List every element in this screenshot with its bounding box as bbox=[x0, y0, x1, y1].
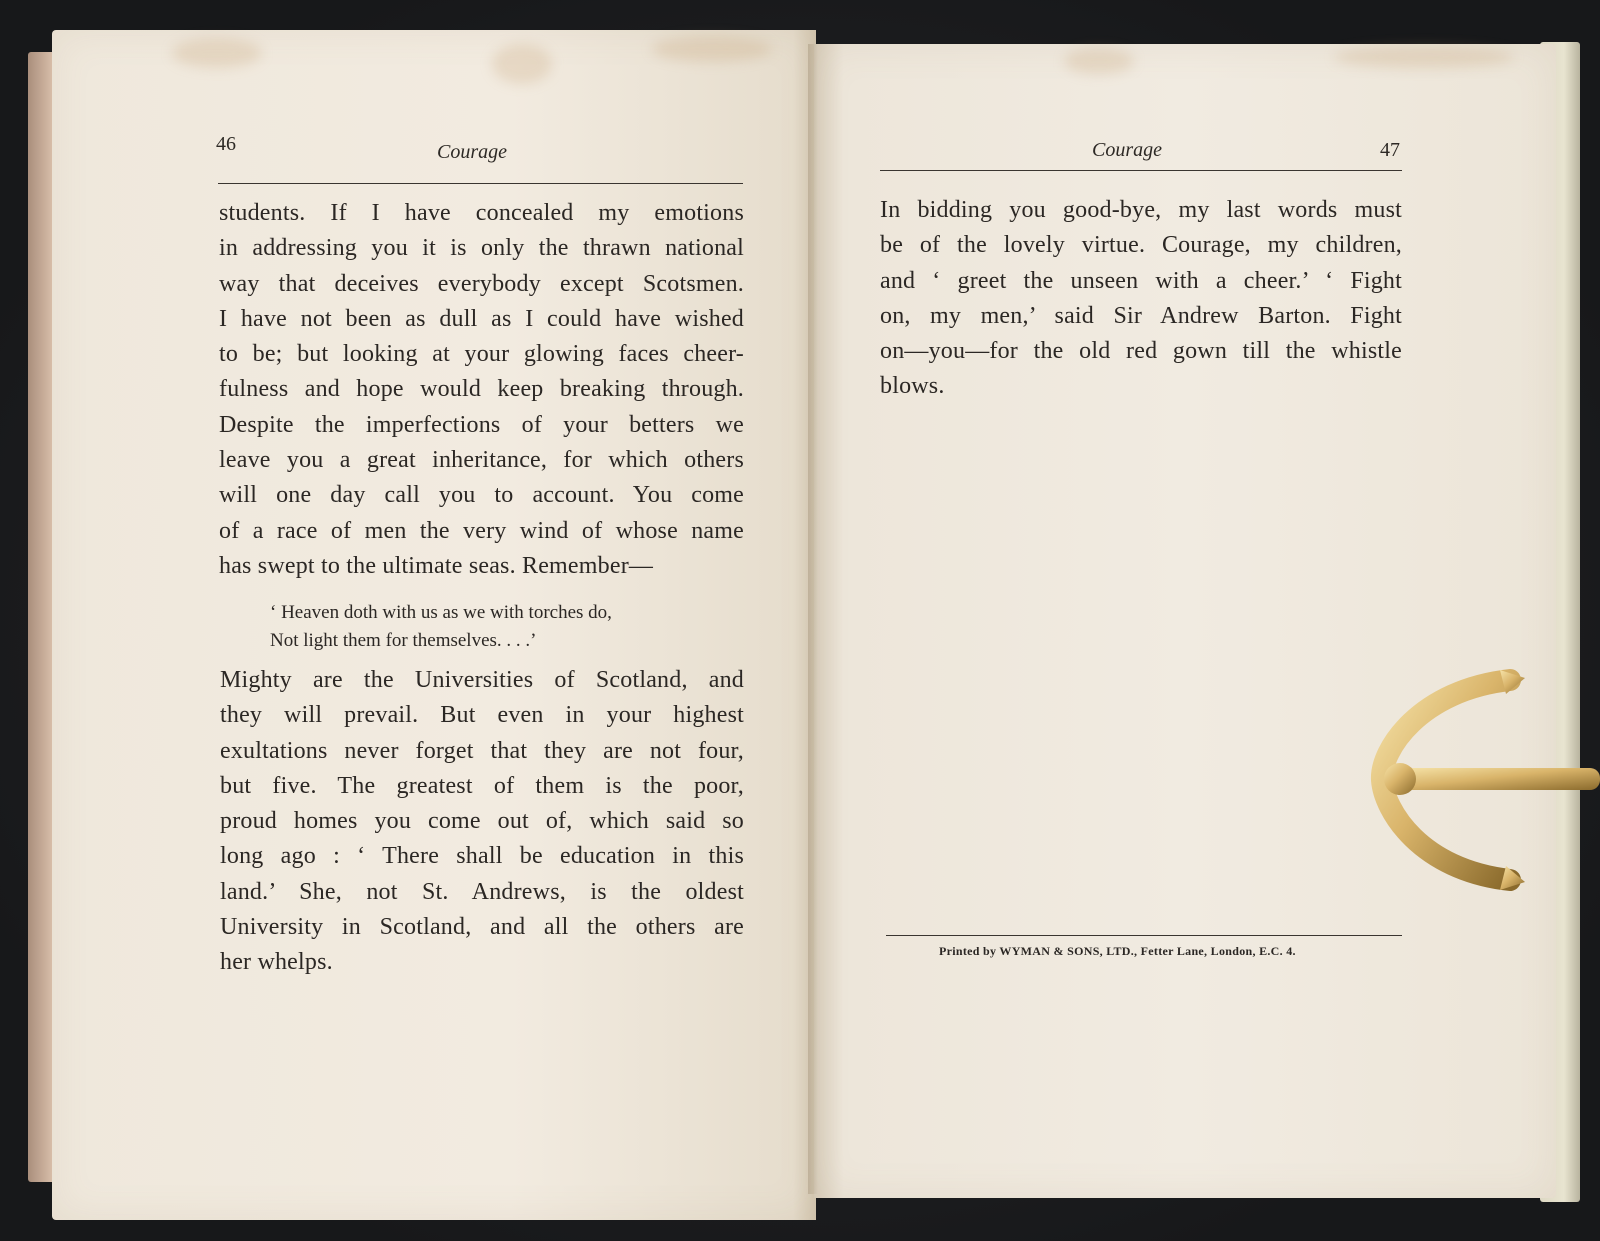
foxing-stain bbox=[492, 44, 552, 84]
foxing-stain bbox=[1064, 48, 1134, 74]
printer-imprint: Printed by WYMAN & SONS, LTD., Fetter Lane, London, E.C. 4. bbox=[939, 944, 1296, 958]
text-line: on, my men,’ said Sir Andrew Barton. Fight bbox=[880, 302, 1402, 329]
text-line: leave you a great inheritance, for which others bbox=[219, 447, 744, 474]
text-line: Despite the imperfections of your betters we bbox=[219, 411, 744, 438]
header-rule-right bbox=[880, 170, 1402, 171]
book-gutter bbox=[808, 44, 818, 1194]
text-line: ‘ Heaven doth with us as we with torches do, bbox=[270, 602, 612, 623]
text-line: to be; but looking at your glowing faces cheer- bbox=[219, 341, 744, 368]
text-line: but five. The greatest of them is the poor, bbox=[220, 772, 744, 799]
text-line: Not light them for themselves. . . .’ bbox=[270, 630, 537, 651]
header-rule-left bbox=[218, 183, 743, 184]
text-line: they will prevail. But even in your highest bbox=[220, 702, 744, 729]
running-head-left: Courage bbox=[437, 141, 507, 163]
text-line: will one day call you to account. You come bbox=[219, 482, 744, 509]
text-line: I have not been as dull as I could have wished bbox=[219, 305, 744, 332]
running-head-right: Courage bbox=[1092, 139, 1162, 161]
text-line: blows. bbox=[880, 373, 945, 400]
text-line: land.’ She, not St. Andrews, is the oldest bbox=[220, 878, 744, 905]
text-line: In bidding you good-bye, my last words must bbox=[880, 197, 1402, 223]
text-line: of a race of men the very wind of whose name bbox=[219, 517, 744, 544]
right-paragraph-1 bbox=[880, 193, 1402, 405]
page-number-right: 47 bbox=[1380, 139, 1400, 161]
foxing-stain bbox=[652, 36, 772, 62]
page-number-left: 46 bbox=[216, 133, 236, 155]
text-line: has swept to the ultimate seas. Remember— bbox=[219, 552, 654, 579]
text-line: fulness and hope would keep breaking through. bbox=[219, 376, 744, 403]
text-line: proud homes you come out of, which said so bbox=[220, 808, 744, 835]
foxing-stain bbox=[172, 38, 262, 68]
text-line: Mighty are the Universities of Scotland, and bbox=[220, 667, 744, 693]
text-line: be of the lovely virtue. Courage, my children, bbox=[880, 232, 1402, 259]
verse-quotation bbox=[270, 599, 730, 655]
text-line: her whelps. bbox=[220, 949, 333, 976]
left-paragraph-1 bbox=[219, 196, 744, 584]
imprint-rule bbox=[886, 935, 1402, 936]
text-line: exultations never forget that they are not four, bbox=[220, 737, 744, 764]
text-line: and ‘ greet the unseen with a cheer.’ ‘ Fight bbox=[880, 267, 1402, 294]
text-line: in addressing you it is only the thrawn national bbox=[219, 235, 744, 262]
text-line: on—you—for the old red gown till the whistle bbox=[880, 338, 1402, 365]
text-line: long ago : ‘ There shall be education in this bbox=[220, 843, 744, 870]
foxing-stain bbox=[1334, 46, 1514, 68]
left-paragraph-2 bbox=[220, 663, 744, 981]
text-line: University in Scotland, and all the others are bbox=[220, 914, 744, 941]
text-line: way that deceives everybody except Scotsmen. bbox=[219, 270, 744, 297]
anchor-icon bbox=[1360, 660, 1600, 900]
text-line: students. If I have concealed my emotions bbox=[219, 200, 744, 226]
